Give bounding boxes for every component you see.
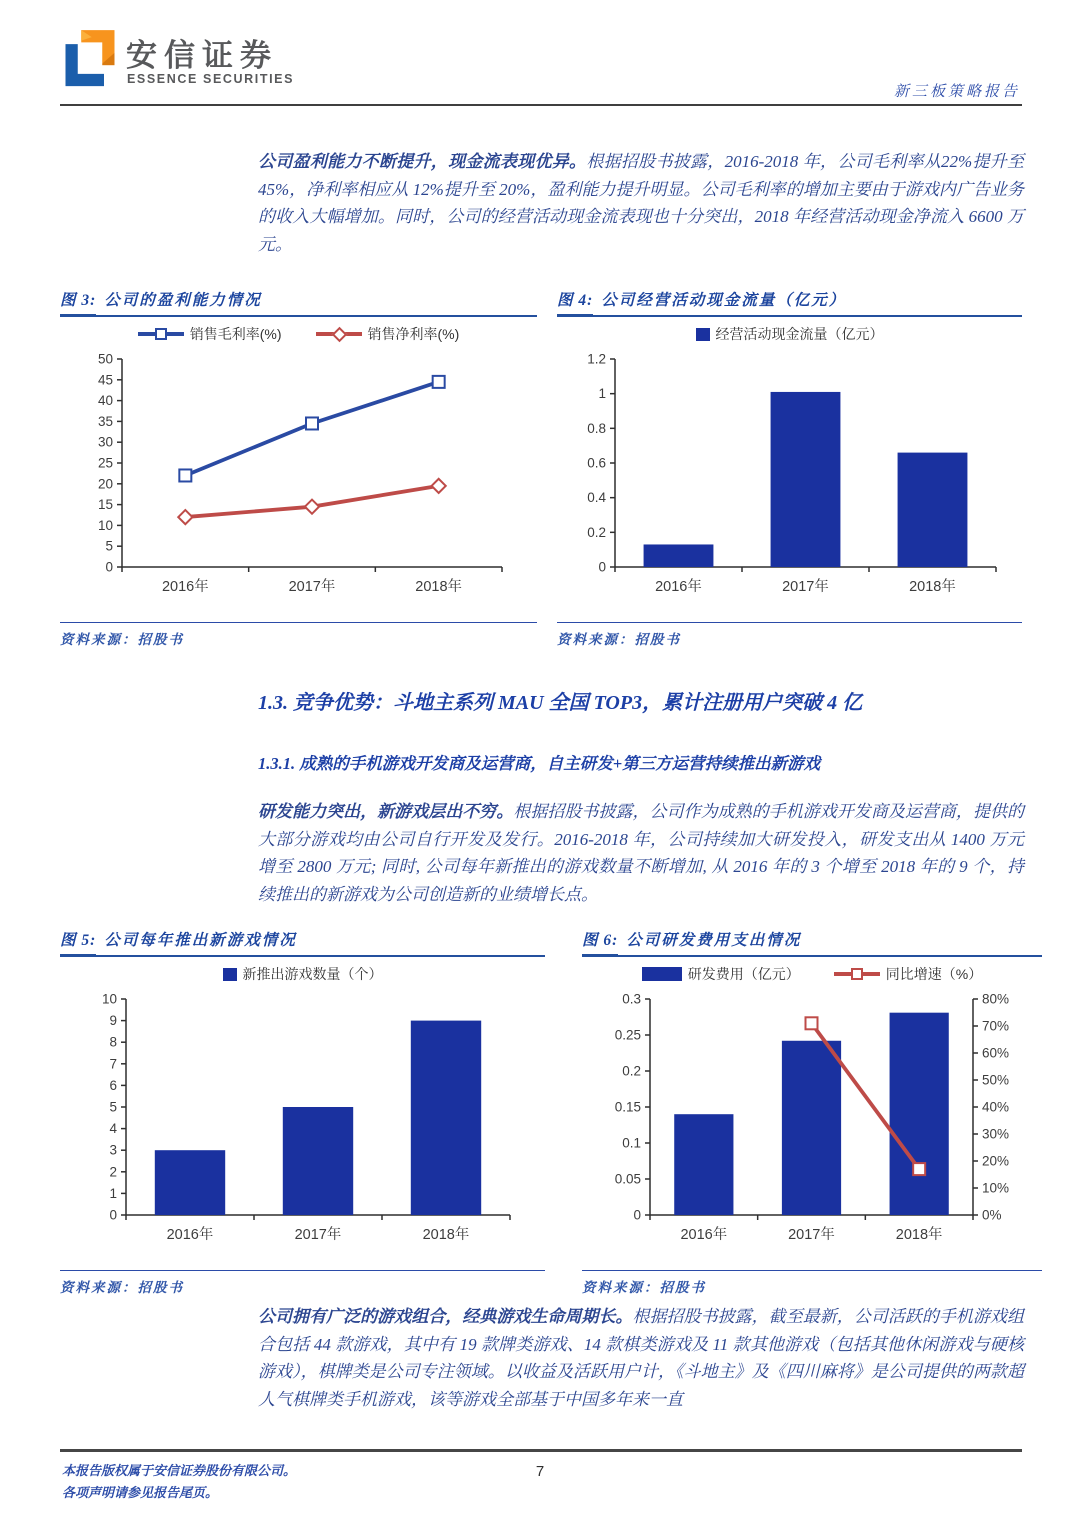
- legend-item-rd-expense: 研发费用（亿元）: [642, 964, 800, 984]
- figure6-legend: [582, 959, 1042, 989]
- bar-swatch-icon: [696, 328, 710, 341]
- svg-text:50%: 50%: [982, 1072, 1010, 1088]
- figure3-title: 图 3: 公司的盈利能力情况: [60, 288, 537, 317]
- svg-text:0.1: 0.1: [622, 1135, 641, 1151]
- svg-text:15: 15: [97, 497, 113, 513]
- footer-line1: 本报告版权属于安信证券股份有限公司。: [62, 1463, 297, 1478]
- svg-text:2017年: 2017年: [288, 579, 336, 595]
- brand-subtitle: ESSENCE SECURITIES: [127, 72, 295, 86]
- svg-text:0.2: 0.2: [587, 524, 606, 540]
- svg-text:2017年: 2017年: [782, 579, 829, 595]
- svg-text:0%: 0%: [982, 1207, 1002, 1223]
- paragraph-rd: [258, 798, 1024, 908]
- svg-text:70%: 70%: [982, 1018, 1010, 1034]
- bar-swatch-icon: [223, 968, 237, 981]
- svg-text:7: 7: [109, 1056, 117, 1072]
- svg-text:35: 35: [97, 413, 113, 429]
- header-divider: [60, 104, 1022, 106]
- legend-item-cashflow: 经营活动现金流量（亿元）: [696, 324, 884, 344]
- line-square-marker-icon: [834, 972, 880, 977]
- svg-text:45: 45: [97, 372, 113, 388]
- svg-text:60%: 60%: [982, 1045, 1010, 1061]
- svg-text:0.3: 0.3: [622, 991, 641, 1007]
- figure-6: [582, 928, 1042, 1296]
- svg-text:2016年: 2016年: [161, 579, 209, 595]
- svg-text:2018年: 2018年: [895, 1227, 943, 1243]
- svg-text:2018年: 2018年: [415, 579, 463, 595]
- svg-text:6: 6: [109, 1077, 117, 1093]
- svg-text:3: 3: [109, 1142, 117, 1158]
- footer-divider: [60, 1449, 1022, 1452]
- figure5-source: 资料来源：招股书: [60, 1270, 545, 1296]
- svg-text:2017年: 2017年: [788, 1227, 835, 1243]
- svg-text:1: 1: [109, 1185, 117, 1201]
- report-type-label: 新三板策略报告: [893, 84, 1020, 100]
- svg-text:0: 0: [598, 559, 606, 575]
- paragraph-body: 根据招股书披露，2016-2018 年，公司毛利率从22%提升至 45%，净利率相应从 12%提升至 20%，盈利能力提升明显。公司毛利率的增加主要由于游戏内广告业务的收入大幅增加。同时，公司的经营活动现金流表现也十分突出，2018 年经营活动现金净流入 6600 万元。: [258, 152, 1025, 254]
- svg-text:8: 8: [109, 1034, 117, 1050]
- svg-text:1: 1: [598, 386, 606, 402]
- svg-text:80%: 80%: [982, 991, 1010, 1007]
- paragraph-lead: 研发能力突出，新游戏层出不穷。: [258, 802, 514, 821]
- svg-text:0: 0: [633, 1207, 641, 1223]
- figure6-source: 资料来源：招股书: [582, 1270, 1042, 1296]
- figure4-label: 图 4:: [557, 292, 593, 317]
- svg-text:0.6: 0.6: [587, 455, 606, 471]
- svg-text:40: 40: [97, 393, 113, 409]
- figure-3: [60, 288, 537, 648]
- brand-name: 安信证券: [126, 38, 278, 73]
- figure3-legend: [60, 319, 537, 349]
- svg-text:30: 30: [97, 434, 113, 450]
- figure4-title: 图 4: 公司经营活动现金流量（亿元）: [557, 288, 1022, 317]
- figure5-chart: [60, 989, 530, 1261]
- svg-text:0.15: 0.15: [614, 1099, 641, 1115]
- figure6-title: 图 6: 公司研发费用支出情况: [582, 928, 1042, 957]
- figure-5: [60, 928, 545, 1296]
- svg-text:2018年: 2018年: [422, 1227, 470, 1243]
- subsection-heading-1-3-1: 1.3.1. 成熟的手机游戏开发商及运营商，自主研发+第三方运营持续推出新游戏: [258, 754, 821, 773]
- svg-text:0: 0: [105, 559, 113, 575]
- legend-item-gross-margin: 销售毛利率(%): [138, 324, 282, 344]
- svg-text:2016年: 2016年: [680, 1227, 728, 1243]
- line-diamond-marker-icon: [316, 332, 362, 337]
- brand-logo-icon: [62, 28, 118, 90]
- figure5-legend: [60, 959, 545, 989]
- svg-text:2018年: 2018年: [909, 579, 956, 595]
- bar-swatch-icon: [642, 967, 682, 981]
- svg-text:2017年: 2017年: [294, 1227, 342, 1243]
- svg-text:4: 4: [109, 1121, 117, 1137]
- figure3-label: 图 3:: [60, 292, 96, 317]
- figure-4: [557, 288, 1022, 648]
- figure6-label: 图 6:: [582, 932, 618, 957]
- svg-text:10: 10: [101, 991, 117, 1007]
- svg-text:10: 10: [97, 517, 113, 533]
- figure5-title: 图 5: 公司每年推出新游戏情况: [60, 928, 545, 957]
- section-heading-1-3: 1.3. 竞争优势：斗地主系列 MAU 全国 TOP3，累计注册用户突破 4 亿: [258, 692, 863, 714]
- legend-item-new-games: 新推出游戏数量（个）: [223, 964, 383, 984]
- svg-text:20: 20: [97, 476, 113, 492]
- paragraph-body: 根据招股书披露，截至最新，公司活跃的手机游戏组合包括 44 款游戏，其中有 19 款牌类游戏、14 款棋类游戏及 11 款其他游戏（包括其他休闲游戏与硬核游戏），棋牌类是公司专注领域。以收益及活跃用户计，《斗地主》及《四川麻将》是公司提供的两款超人气棋牌类手机游戏，该等游戏全部基于中国多年来一直: [258, 1307, 1024, 1409]
- svg-text:20%: 20%: [982, 1153, 1010, 1169]
- svg-text:0.25: 0.25: [614, 1027, 641, 1043]
- legend-item-yoy-growth: 同比增速（%）: [834, 964, 982, 984]
- svg-text:5: 5: [105, 538, 113, 554]
- svg-text:10%: 10%: [982, 1180, 1010, 1196]
- paragraph-body: 根据招股书披露，公司作为成熟的手机游戏开发商及运营商，提供的大部分游戏均由公司自行开发及发行。2016-2018 年，公司持续加大研发投入，研发支出从 1400 万元增至 2800 万元; 同时, 公司每年新推出的游戏数量不断增加, 从 2016 年的 3 个增至 2018 年的 9 个，持续推出的新游戏为公司创造新的业绩增长点。: [258, 802, 1025, 904]
- line-square-marker-icon: [138, 332, 184, 337]
- svg-text:0.05: 0.05: [614, 1171, 641, 1187]
- svg-text:30%: 30%: [982, 1126, 1010, 1142]
- paragraph-portfolio: [258, 1303, 1024, 1413]
- svg-text:50: 50: [97, 351, 113, 367]
- paragraph-lead: 公司拥有广泛的游戏组合，经典游戏生命周期长。: [258, 1307, 633, 1326]
- paragraph-profitability: [258, 148, 1024, 258]
- svg-text:2016年: 2016年: [655, 579, 702, 595]
- figure4-source: 资料来源：招股书: [557, 622, 1022, 648]
- svg-text:40%: 40%: [982, 1099, 1010, 1115]
- svg-text:2: 2: [109, 1164, 117, 1180]
- paragraph-lead: 公司盈利能力不断提升，现金流表现优异。: [258, 152, 587, 171]
- svg-text:25: 25: [97, 455, 113, 471]
- svg-text:5: 5: [109, 1099, 117, 1115]
- figure3-source: 资料来源：招股书: [60, 622, 537, 648]
- svg-text:9: 9: [109, 1013, 117, 1029]
- figure5-label: 图 5:: [60, 932, 96, 957]
- figure6-chart: [582, 989, 1037, 1261]
- page-number: 7: [535, 1463, 545, 1480]
- svg-text:2016年: 2016年: [166, 1227, 214, 1243]
- svg-text:0.2: 0.2: [622, 1063, 641, 1079]
- figure3-chart: [60, 349, 520, 613]
- figure4-chart: [557, 349, 1012, 613]
- svg-text:0.8: 0.8: [587, 420, 606, 436]
- svg-text:0.4: 0.4: [587, 490, 606, 506]
- svg-text:0: 0: [109, 1207, 117, 1223]
- figure4-legend: [557, 319, 1022, 349]
- svg-text:1.2: 1.2: [587, 351, 606, 367]
- legend-item-net-margin: 销售净利率(%): [316, 324, 460, 344]
- footer-line2: 各项声明请参见报告尾页。: [62, 1485, 219, 1500]
